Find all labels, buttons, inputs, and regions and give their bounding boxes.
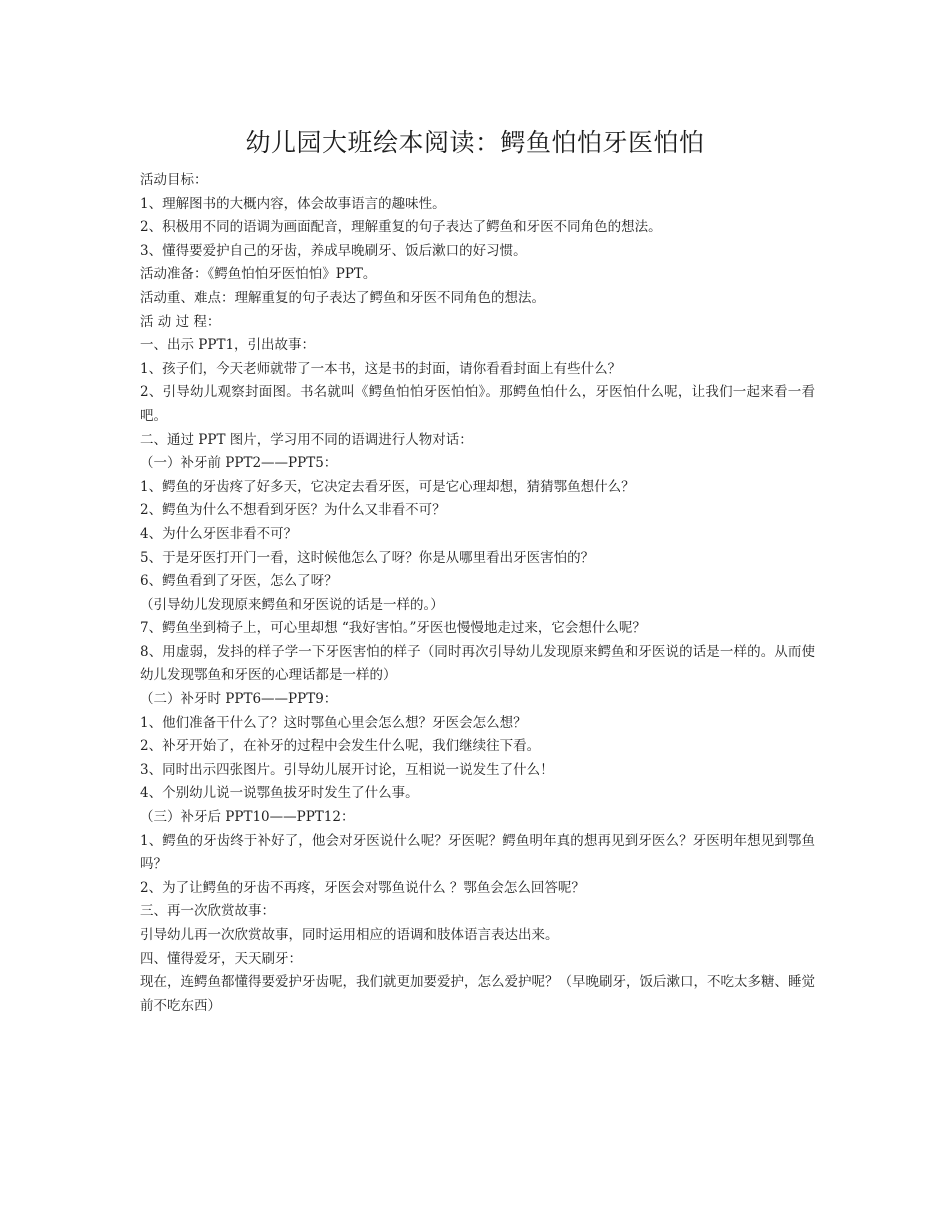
preparation-line: 活动准备：《鳄鱼怕怕牙医怕怕》PPT。	[140, 266, 377, 283]
step-item: 2、补牙开始了，在补牙的过程中会发生什么呢，我们继续往下看。	[140, 738, 541, 755]
step-item: 7、鳄鱼坐到椅子上，可心里却想 “我好害怕。”牙医也慢慢地走过来，它会想什么呢？	[140, 620, 646, 637]
key-points-line: 活动重、难点：理解重复的句子表达了鳄鱼和牙医不同角色的想法。	[140, 289, 545, 306]
step-heading: 四、懂得爱牙，天天刷牙：	[140, 950, 302, 967]
step-note: （引导幼儿发现原来鳄鱼和牙医说的话是一样的。）	[140, 596, 444, 613]
goal-item: 3、懂得要爱护自己的牙齿，养成早晚刷牙、饭后漱口的好习惯。	[140, 242, 527, 259]
goal-item: 1、理解图书的大概内容，体会故事语言的趣味性。	[140, 195, 446, 212]
step-item: 3、同时出示四张图片。引导幼儿展开讨论，互相说一说发生了什么！	[140, 761, 554, 778]
step-item: 1、他们准备干什么了？这时鄂鱼心里会怎么想？牙医会怎么想？	[140, 714, 527, 731]
section-heading-process: 活 动 过 程：	[140, 313, 221, 330]
document-title: 幼儿园大班绘本阅读：鳄鱼怕怕牙医怕怕	[245, 128, 705, 157]
step-item: 1、鳄鱼的牙齿疼了好多天，它决定去看牙医，可是它心理却想，猜猜鄂鱼想什么？	[140, 478, 635, 495]
sub-step-heading: （二）补牙时 PPT6——PPT9：	[140, 691, 338, 708]
step-item: 6、鳄鱼看到了牙医，怎么了呀？	[140, 573, 338, 590]
step-item: 1、鳄鱼的牙齿终于补好了，他会对牙医说什么呢？牙医呢？鳄鱼明年真的想再见到牙医么？牙医明年想见到鄂鱼吗？	[140, 832, 815, 873]
step-item: 4、个别幼儿说一说鄂鱼拔牙时发生了什么事。	[140, 785, 419, 802]
step-item: 8、用虚弱，发抖的样子学一下牙医害怕的样子（同时再次引导幼儿发现原来鳄鱼和牙医说的话是一样的。从而使幼儿发现鄂鱼和牙医的心理话都是一样的）	[140, 643, 815, 684]
step-heading: 二、通过 PPT 图片，学习用不同的语调进行人物对话：	[140, 431, 473, 448]
step-heading: 三、再一次欣赏故事：	[140, 903, 275, 920]
sub-step-heading: （一）补牙前 PPT2——PPT5：	[140, 455, 338, 472]
step-item: 2、鳄鱼为什么不想看到牙医？为什么又非看不可？	[140, 502, 446, 519]
step-item: 5、于是牙医打开门一看，这时候他怎么了呀？你是从哪里看出牙医害怕的？	[140, 549, 595, 566]
step-heading: 一、出示 PPT1，引出故事：	[140, 337, 316, 354]
document-body	[140, 169, 815, 1018]
step-item: 1、孩子们，今天老师就带了一本书，这是书的封面，请你看看封面上有些什么？	[140, 360, 622, 377]
step-item: 2、为了让鳄鱼的牙齿不再疼，牙医会对鄂鱼说什么 ？鄂鱼会怎么回答呢？	[140, 879, 585, 896]
goal-item: 2、积极用不同的语调为画面配音，理解重复的句子表达了鳄鱼和牙医不同角色的想法。	[140, 219, 662, 236]
sub-step-heading: （三）补牙后 PPT10——PPT12：	[140, 809, 355, 826]
step-item: 引导幼儿再一次欣赏故事，同时运用相应的语调和肢体语言表达出来。	[140, 927, 559, 943]
section-heading-goals: 活动目标：	[140, 172, 208, 188]
step-item: 现在，连鳄鱼都懂得要爱护牙齿呢，我们就更加要爱护，怎么爱护呢？（早晚刷牙，饭后漱口，不吃太多糖、睡觉前不吃东西）	[140, 974, 815, 1014]
step-item: 4、为什么牙医非看不可？	[140, 525, 298, 542]
step-item: 2、引导幼儿观察封面图。书名就叫《鳄鱼怕怕牙医怕怕》。那鳄鱼怕什么，牙医怕什么呢，让我们一起来看一看吧。	[140, 384, 815, 424]
